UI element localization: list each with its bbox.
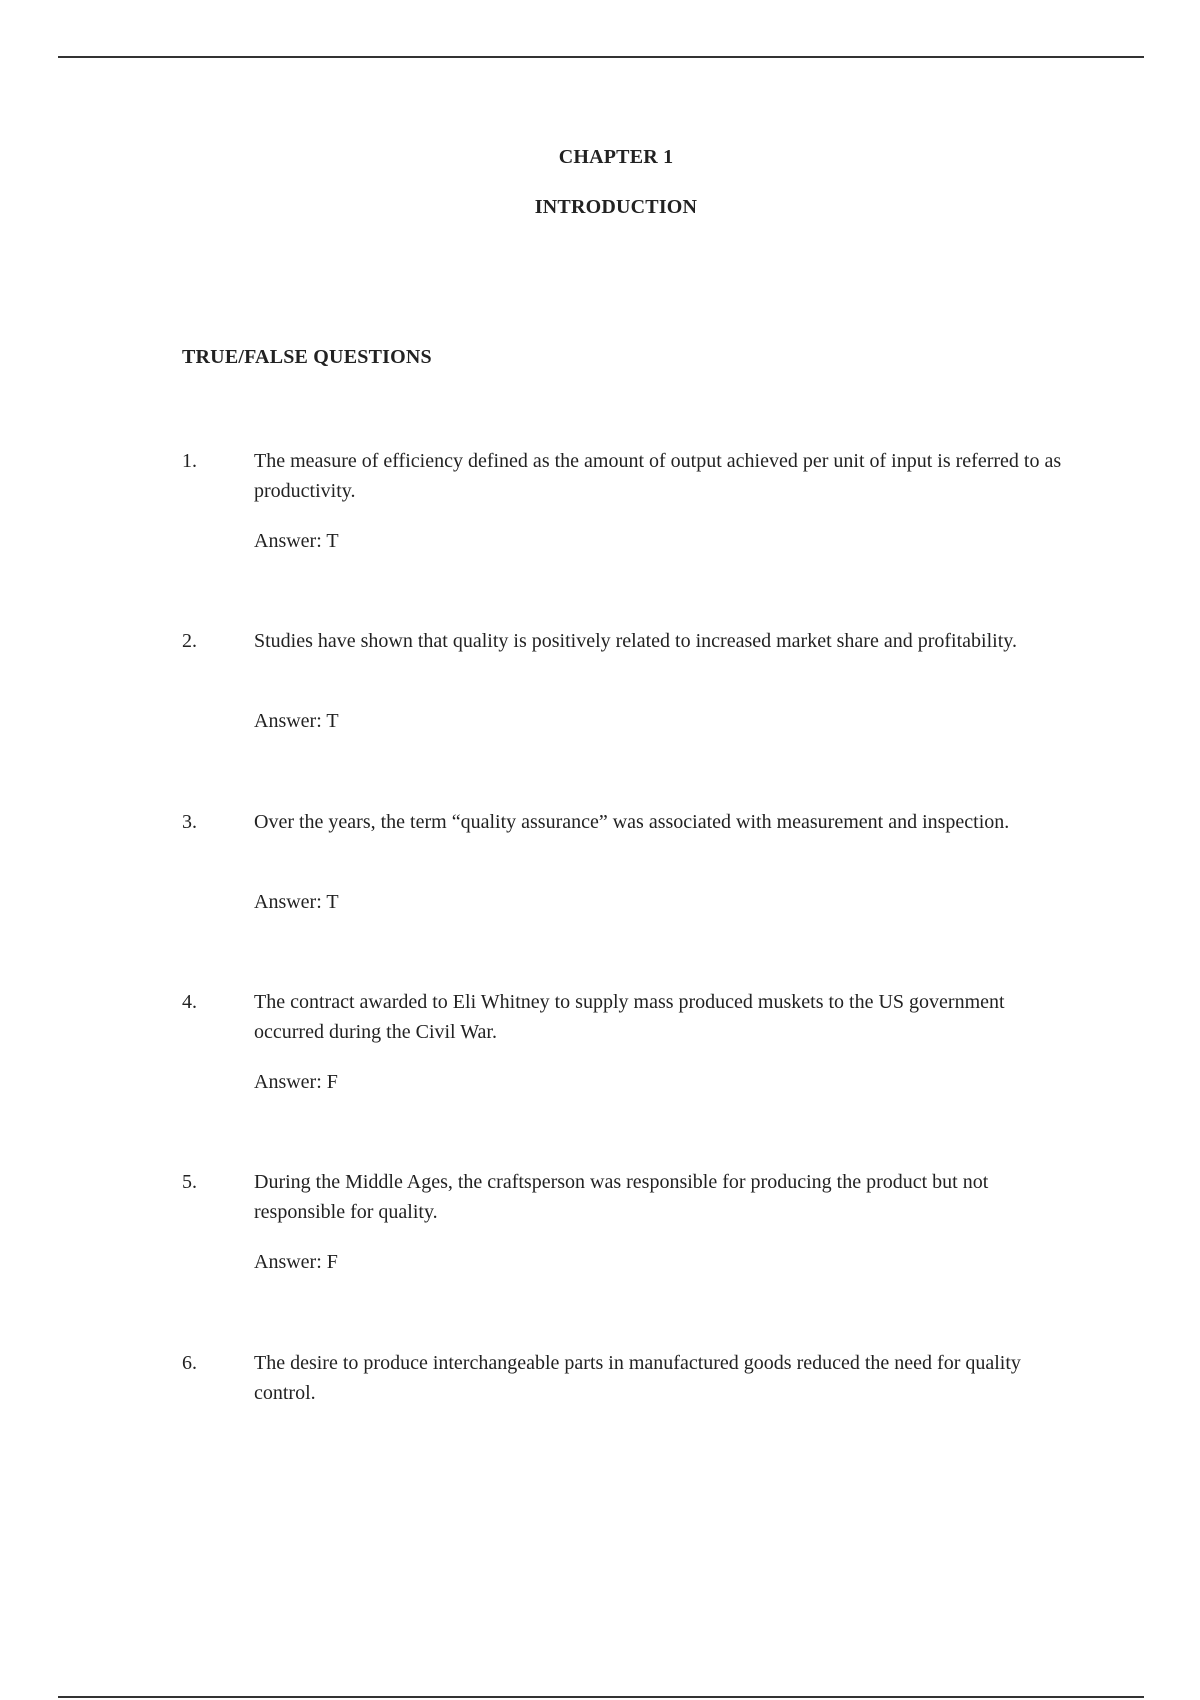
question-number: 5. [182,1171,197,1193]
question-text: During the Middle Ages, the craftsperson was responsible for producing the product but not responsible for quality. [254,1171,989,1223]
footer-rule [58,1696,1144,1698]
question-number: 1. [182,450,197,472]
chapter-title: CHAPTER 1 [558,146,674,168]
header-rule [58,56,1144,58]
question-number: 6. [182,1352,197,1374]
question-answer: Answer: T [254,710,339,732]
question-answer: Answer: T [254,530,339,552]
section-heading: TRUE/FALSE QUESTIONS [182,346,432,368]
question-text: The contract awarded to Eli Whitney to supply mass produced muskets to the US government occurred during the Civil War. [254,991,1005,1043]
question-text: Studies have shown that quality is positively related to increased market share and profitability. [254,630,1017,652]
question-number: 3. [182,811,197,833]
chapter-subtitle: INTRODUCTION [534,196,698,218]
question-text: Over the years, the term “quality assurance” was associated with measurement and inspection. [254,811,1010,833]
question-answer: Answer: F [254,1251,338,1273]
question-number: 2. [182,630,197,652]
question-number: 4. [182,991,197,1013]
question-answer: Answer: T [254,891,339,913]
question-answer: Answer: F [254,1071,338,1093]
question-text: The desire to produce interchangeable parts in manufactured goods reduced the need for quality control. [254,1352,1021,1404]
question-text: The measure of efficiency defined as the amount of output achieved per unit of input is referred to as productivity. [254,450,1062,502]
